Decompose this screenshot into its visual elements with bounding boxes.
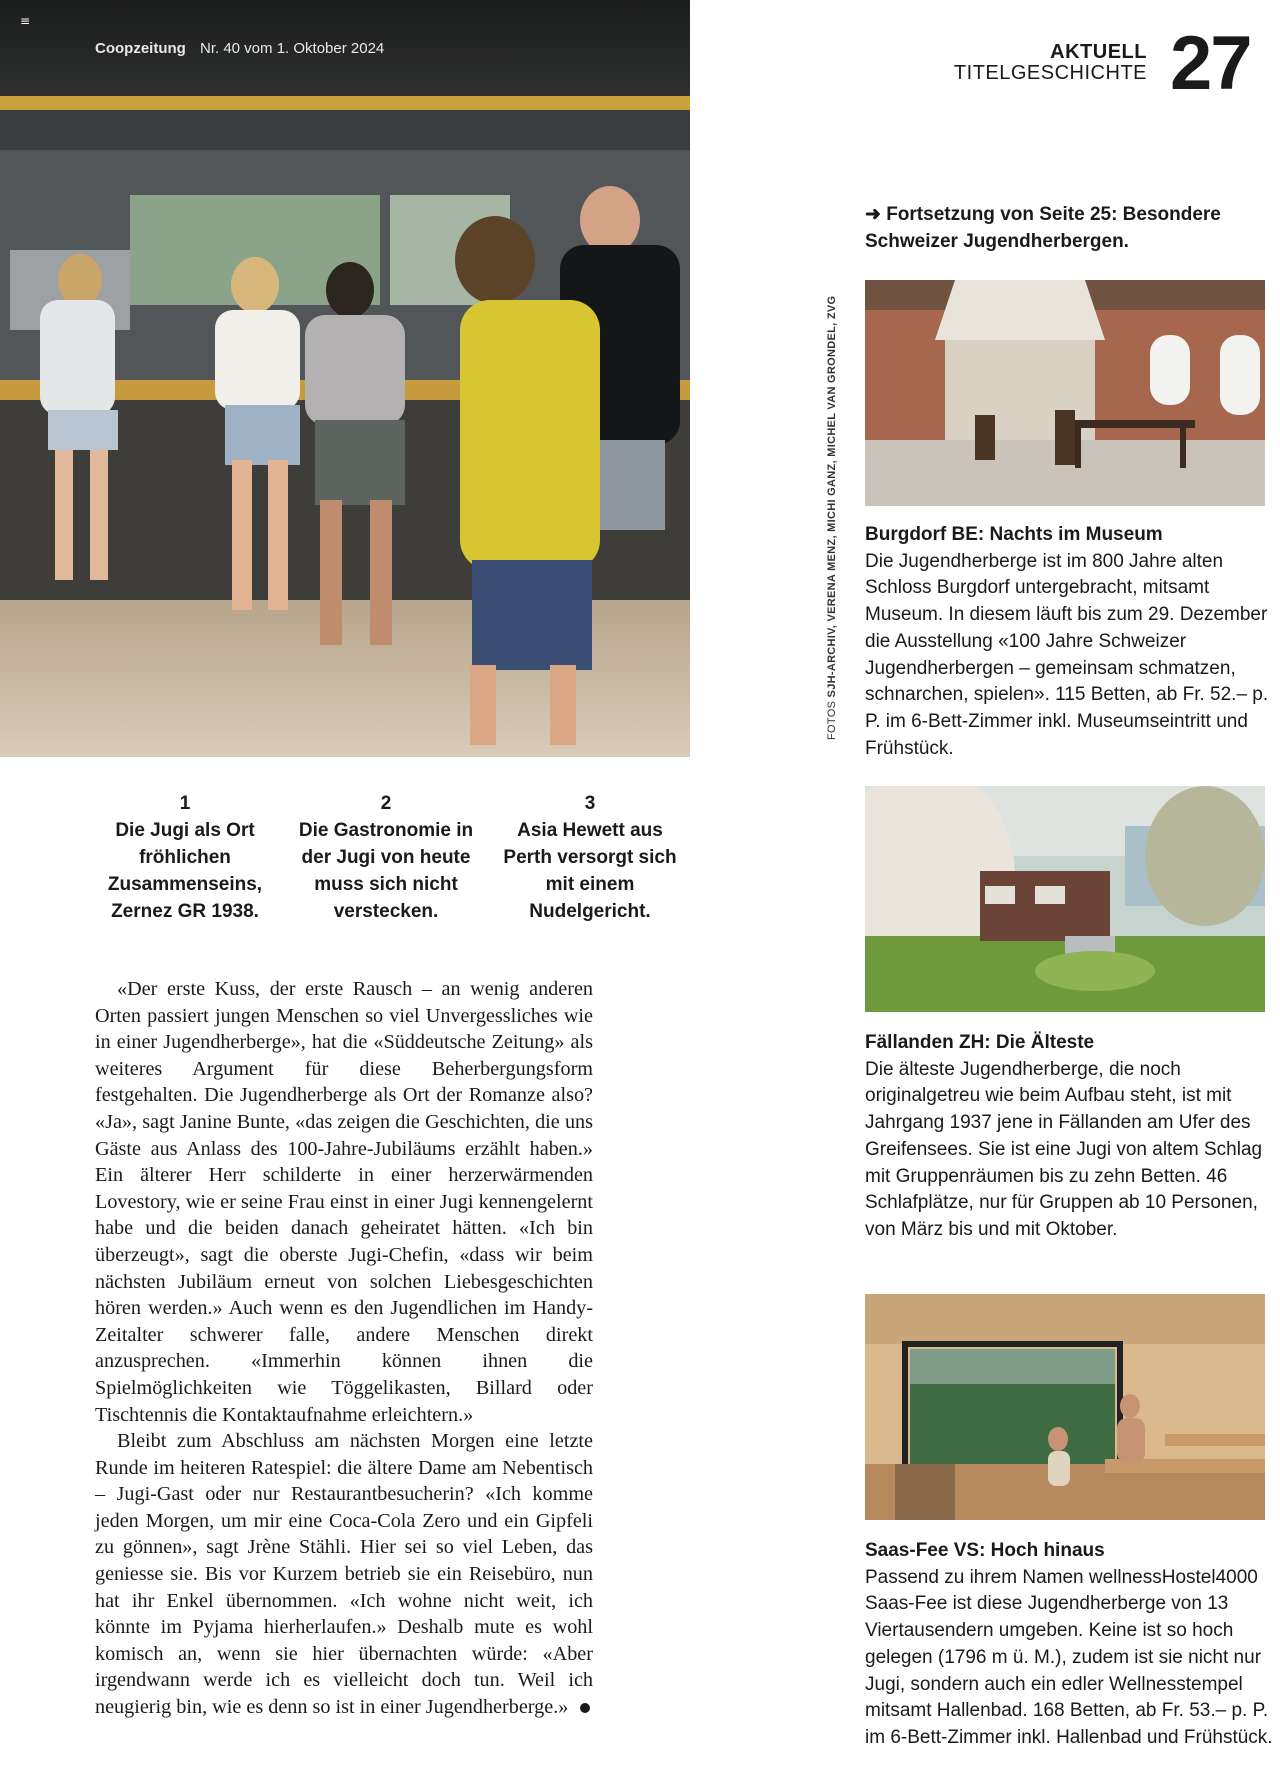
photo-credit [826, 295, 838, 740]
issue-date: Nr. 40 vom 1. Oktober 2024 [200, 40, 385, 57]
caption-text: Die Jugi als Ort fröhlichen Zusammenseins, Zernez GR 1938. [107, 820, 263, 922]
credit-prefix: FOTOS [826, 700, 838, 740]
photo-saas-fee-sauna [865, 1294, 1265, 1520]
section-label: AKTUELL [1050, 41, 1147, 63]
caption-text: Asia Hewett aus Perth versorgt sich mit einem Nudelgericht. [503, 820, 677, 922]
article-body [95, 976, 593, 1721]
hostel-entry-burgdorf [865, 522, 1280, 762]
caption-number: 3 [584, 793, 596, 814]
entry-title: Fällanden ZH: Die Älteste [865, 1032, 1095, 1053]
article-paragraph: «Der erste Kuss, der erste Rausch – an wenig anderen Orten passiert jungen Menschen so viel Unvergessliches wie in einer Jugendherberge», hat die «Süddeutsche Zeitung» als weiteres Argument für diese Beherbergungsform festgehalten. Die Jugendherberge als Ort der Romanze also? «Ja», sagt Janine Bunte, «das zeigen die Geschichten, die uns Gäste aus Anlass des 100-Jahre-Jubiläums erzählt haben.» Ein älterer Herr schilderte in einer herzerwärmenden Lovestory, wie er seine Frau einst in einer Jugi kennengelernt habe und die beiden danach geheiratet hätten. «Ich bin überzeugt», sagt die oberste Jugi-Chefin, «dass wir beim nächsten Jubiläum erneut von solchen Liebesgeschichten hören werden.» Auch wenn es den Jugendlichen im Handy-Zeitalter schwerer falle, andere Menschen direkt anzusprechen. «Immerhin können ihnen die Spielmöglichkeiten wie Töggelikasten, Billard oder Tischtennis die Kontaktaufnahme erleichtern.» [95, 978, 593, 1426]
lakeside-house-illustration [865, 786, 1265, 1012]
entry-title: Saas-Fee VS: Hoch hinaus [865, 1540, 1105, 1561]
page-number: 27 [1170, 21, 1251, 106]
credit-names: SJH-ARCHIV, VERENA MENZ, MICHI GANZ, MICHEL VAN GRONDEL, ZVG [826, 295, 838, 698]
photo-burgdorf-castle [865, 280, 1265, 506]
entry-text: Die Jugendherberge ist im 800 Jahre alten Schloss Burgdorf untergebracht, mitsamt Museum. In diesem läuft bis zum 29. Dezember die Ausstellung «100 Jahre Schweizer Jugendherbergen – gemeinsam schmatzen, schnarchen, spielen». 115 Betten, ab Fr. 52.– p. P. im 6-Bett-Zimmer inkl. Museumseintritt und Frühstück. [865, 550, 1269, 759]
canteen-illustration [0, 0, 690, 757]
subsection-label: TITELGESCHICHTE [953, 62, 1147, 84]
caption-3 [500, 790, 680, 925]
end-mark-icon [580, 1703, 590, 1713]
hostel-entry-saas-fee [865, 1538, 1280, 1752]
photo-faellanden-hostel [865, 786, 1265, 1012]
caption-1 [95, 790, 275, 925]
sauna-illustration [865, 1294, 1265, 1520]
article-paragraph [95, 1428, 593, 1721]
entry-text: Passend zu ihrem Namen wellnessHostel4000 Saas-Fee ist diese Jugendherberge von 13 Viertausendern umgeben. Keine ist so hoch gelegen (1796 m ü. M.), zudem ist sie nicht nur Jugi, sondern auch ein edler Wellnesstempel mitsamt Hallenbad. 168 Betten, ab Fr. 53.– p. P. im 6-Bett-Zimmer inkl. Hallenbad und Frühstück. [865, 1566, 1273, 1748]
article-paragraph-text: Bleibt zum Abschluss am nächsten Morgen eine letzte Runde im heiteren Ratespiel: die ältere Dame am Nebentisch – Jugi-Gast oder nur Restaurantbesucherin? «Ich komme jeden Morgen, um mir eine Coca-Cola Zero und ein Gipfeli zu gönnen», sagt Jrène Stähli. Hier sei so viel Leben, das geniesse sie. Bis vor Kurzem betrieb sie ein Reisebüro, nun hat ihr Enkel übernommen. «Ich wohne nicht weit, ich könnte im Pyjama hierherlaufen.» Deshalb mute es wohl komisch an, wenn sie hier übernachten würde: «Aber irgendwann werde ich es vielleicht doch tun. Weil ich neugierig bin, wie es denn so ist in einer Jugendherberge.» [95, 1430, 593, 1719]
section-header [954, 42, 1147, 84]
hostel-entry-faellanden [865, 1030, 1280, 1244]
entry-text: Die älteste Jugendherberge, die noch originalgetreu wie beim Aufbau steht, ist mit Jahrgang 1937 jene in Fällanden am Ufer des Greifensees. Sie ist eine Jugi von altem Schlag mit Gruppenräumen bis zu zehn Betten. 46 Schlafplätze, nur für Gruppen ab 10 Personen, von März bis und mit Oktober. [865, 1058, 1263, 1240]
hero-photo-canteen [0, 0, 690, 757]
menu-icon[interactable]: ≡ [20, 14, 31, 28]
caption-text: Die Gastronomie in der Jugi von heute muss sich nicht verstecken. [298, 820, 474, 922]
castle-hall-illustration [865, 280, 1265, 506]
caption-number: 2 [380, 793, 392, 814]
continuation-note: ➜ Fortsetzung von Seite 25: Besondere Schweizer Jugendherbergen. [865, 204, 1221, 252]
caption-2 [296, 790, 476, 925]
masthead [95, 40, 384, 57]
publication-name: Coopzeitung [95, 40, 186, 57]
caption-number: 1 [179, 793, 191, 814]
entry-title: Burgdorf BE: Nachts im Museum [865, 524, 1163, 545]
